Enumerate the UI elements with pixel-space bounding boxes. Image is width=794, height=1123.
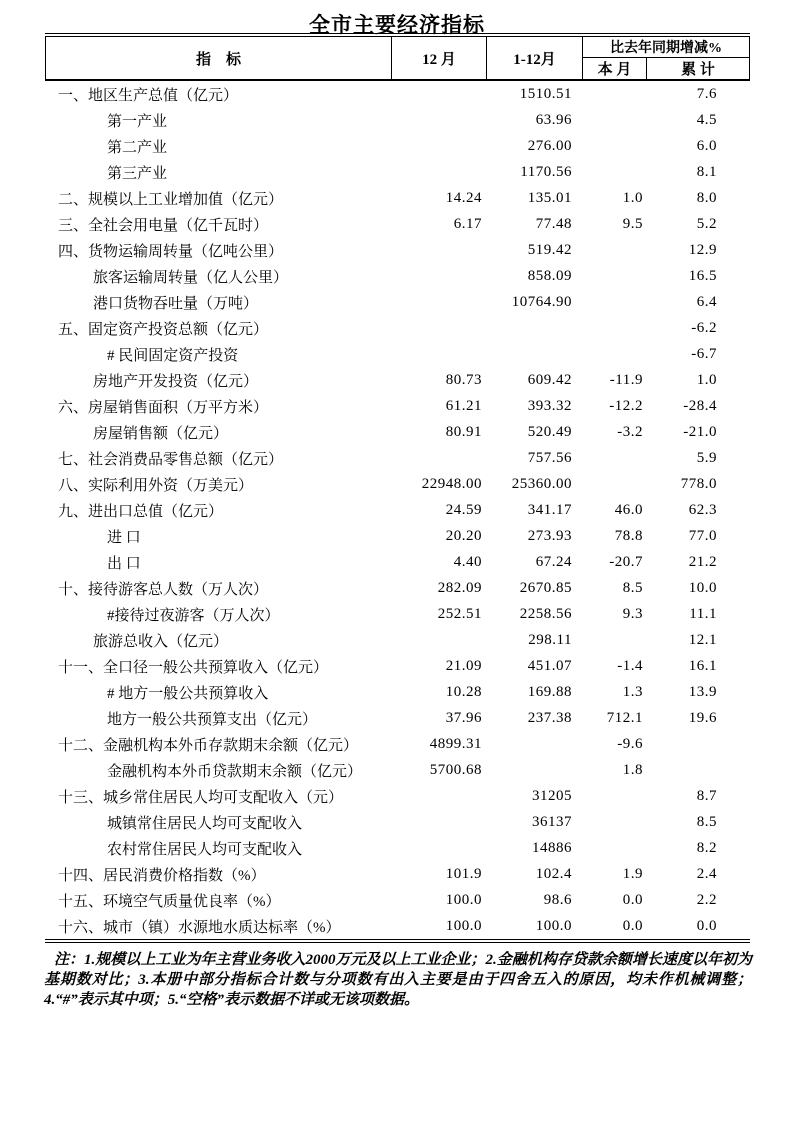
cumulative-change-cell: 1.0 — [696, 371, 717, 388]
indicator-cell: 一、地区生产总值（亿元） — [58, 87, 239, 104]
jan-dec-value-cell: 102.4 — [535, 865, 572, 882]
cumulative-change-cell: -6.7 — [691, 345, 717, 362]
jan-dec-value-cell: 31205 — [532, 787, 572, 804]
indicator-cell: 十、接待游客总人数（万人次） — [58, 581, 269, 598]
indicator-cell: 港口货物吞吐量（万吨） — [93, 295, 259, 312]
table-row — [45, 601, 750, 627]
indicator-cell: 十四、居民消费价格指数（%） — [58, 867, 266, 884]
cumulative-change-cell: 8.0 — [696, 189, 717, 206]
december-value-cell: 24.59 — [445, 501, 482, 518]
jan-dec-value-cell: 520.49 — [527, 423, 572, 440]
jan-dec-value-cell: 393.32 — [527, 397, 572, 414]
month-change-cell: 9.5 — [622, 215, 643, 232]
december-value-cell: 20.20 — [445, 527, 482, 544]
month-change-cell: -1.4 — [617, 657, 643, 674]
header-jan-dec: 1-12月 — [487, 37, 583, 79]
header-change-group — [583, 37, 749, 79]
cumulative-change-cell: 0.0 — [696, 917, 717, 934]
december-value-cell: 100.0 — [445, 917, 482, 934]
indicator-cell: 农村常住居民人均可支配收入 — [107, 841, 303, 858]
jan-dec-value-cell: 25360.00 — [511, 475, 572, 492]
table-row — [45, 263, 750, 289]
indicator-cell: 第三产业 — [107, 165, 168, 182]
month-change-cell: -9.6 — [617, 735, 643, 752]
cumulative-change-cell: 4.5 — [696, 111, 717, 128]
table-row — [45, 783, 750, 809]
jan-dec-value-cell: 1510.51 — [519, 85, 572, 102]
jan-dec-value-cell: 609.42 — [527, 371, 572, 388]
jan-dec-value-cell: 451.07 — [527, 657, 572, 674]
header-indicator: 指 标 — [46, 37, 392, 79]
table-row — [45, 549, 750, 575]
jan-dec-value-cell: 1170.56 — [520, 163, 572, 180]
indicator-cell: 三、全社会用电量（亿千瓦时） — [58, 217, 269, 234]
table-row — [45, 731, 750, 757]
jan-dec-value-cell: 273.93 — [527, 527, 572, 544]
indicator-cell: 七、社会消费品零售总额（亿元） — [58, 451, 284, 468]
december-value-cell: 37.96 — [445, 709, 482, 726]
indicator-cell: #接待过夜游客（万人次） — [107, 607, 280, 624]
page-title: 全市主要经济指标 — [309, 14, 485, 37]
table-header — [45, 37, 750, 81]
december-value-cell: 6.17 — [453, 215, 482, 232]
cumulative-change-cell: 8.5 — [696, 813, 717, 830]
cumulative-change-cell: 7.6 — [696, 85, 717, 102]
cumulative-change-cell: 11.1 — [689, 605, 717, 622]
jan-dec-value-cell: 77.48 — [535, 215, 572, 232]
december-value-cell: 101.9 — [445, 865, 482, 882]
december-value-cell: 252.51 — [437, 605, 482, 622]
table-row — [45, 445, 750, 471]
cumulative-change-cell: 5.9 — [696, 449, 717, 466]
cumulative-change-cell: 12.1 — [688, 631, 717, 648]
indicator-cell: 旅游总收入（亿元） — [93, 633, 229, 650]
month-change-cell: 0.0 — [622, 917, 643, 934]
month-change-cell: 78.8 — [614, 527, 643, 544]
december-value-cell: 282.09 — [437, 579, 482, 596]
indicator-cell: 十六、城市（镇）水源地水质达标率（%） — [58, 919, 341, 936]
indicator-cell: 出 口 — [107, 555, 141, 572]
table-row — [45, 679, 750, 705]
december-value-cell: 100.0 — [445, 891, 482, 908]
month-change-cell: 1.3 — [622, 683, 643, 700]
table-row — [45, 471, 750, 497]
month-change-cell: -20.7 — [609, 553, 643, 570]
indicator-cell: 八、实际利用外资（万美元） — [58, 477, 254, 494]
december-value-cell: 22948.00 — [421, 475, 482, 492]
table-row — [45, 913, 750, 939]
indicator-cell: 金融机构本外币贷款期末余额（亿元） — [107, 763, 363, 780]
table-row — [45, 133, 750, 159]
table-row — [45, 107, 750, 133]
indicator-cell: 四、货物运输周转量（亿吨公里） — [58, 243, 284, 260]
table-row — [45, 419, 750, 445]
december-value-cell: 80.91 — [445, 423, 482, 440]
month-change-cell: 46.0 — [614, 501, 643, 518]
indicator-cell: 第二产业 — [107, 139, 168, 156]
cumulative-change-cell: 6.0 — [696, 137, 717, 154]
table-row — [45, 81, 750, 107]
month-change-cell: -12.2 — [609, 397, 643, 414]
cumulative-change-cell: 8.7 — [696, 787, 717, 804]
indicator-cell: 城镇常住居民人均可支配收入 — [107, 815, 303, 832]
indicator-cell: 十二、金融机构本外币存款期末余额（亿元） — [58, 737, 359, 754]
cumulative-change-cell: 8.2 — [696, 839, 717, 856]
cumulative-change-cell: 2.4 — [696, 865, 717, 882]
jan-dec-value-cell: 237.38 — [527, 709, 572, 726]
jan-dec-value-cell: 67.24 — [535, 553, 572, 570]
cumulative-change-cell: 10.0 — [688, 579, 717, 596]
december-value-cell: 4899.31 — [429, 735, 482, 752]
jan-dec-value-cell: 169.88 — [527, 683, 572, 700]
cumulative-change-cell: 8.1 — [696, 163, 717, 180]
indicator-cell: 十一、全口径一般公共预算收入（亿元） — [58, 659, 329, 676]
indicator-cell: # 民间固定资产投资 — [107, 347, 239, 364]
indicator-cell: 房地产开发投资（亿元） — [93, 373, 259, 390]
december-value-cell: 4.40 — [453, 553, 482, 570]
indicators-table — [45, 33, 750, 943]
cumulative-change-cell: 16.5 — [688, 267, 717, 284]
table-row — [45, 757, 750, 783]
cumulative-change-cell: 778.0 — [680, 475, 717, 492]
table-bottom-border — [45, 939, 750, 943]
cumulative-change-cell: 16.1 — [688, 657, 717, 674]
header-change-vs-last-year: 比去年同期增减% — [583, 37, 749, 58]
table-row — [45, 809, 750, 835]
table-row — [45, 653, 750, 679]
jan-dec-value-cell: 98.6 — [543, 891, 572, 908]
footnote: 注：1.规模以上工业为年主营业务收入2000万元及以上工业企业；2.金融机构存贷款余额增长速度以年初为基期数对比；3.本册中部分指标合计数与分项数有出入主要是由于四舍五入的原因，均未作机械调整；4.“#”表示其中项；5.“空格”表示数据不详或无该项数据。 — [44, 952, 752, 1008]
jan-dec-value-cell: 341.17 — [527, 501, 572, 518]
table-row — [45, 185, 750, 211]
month-change-cell: 1.0 — [622, 189, 643, 206]
jan-dec-value-cell: 519.42 — [527, 241, 572, 258]
header-change-subrow — [583, 58, 749, 79]
cumulative-change-cell: -6.2 — [691, 319, 717, 336]
month-change-cell: 8.5 — [622, 579, 643, 596]
table-row — [45, 705, 750, 731]
indicator-cell: 第一产业 — [107, 113, 168, 130]
table-row — [45, 341, 750, 367]
cumulative-change-cell: 12.9 — [688, 241, 717, 258]
december-value-cell: 21.09 — [445, 657, 482, 674]
table-row — [45, 211, 750, 237]
table-row — [45, 861, 750, 887]
december-value-cell: 14.24 — [445, 189, 482, 206]
month-change-cell: 9.3 — [622, 605, 643, 622]
cumulative-change-cell: -21.0 — [683, 423, 717, 440]
indicator-cell: 旅客运输周转量（亿人公里） — [93, 269, 289, 286]
cumulative-change-cell: 2.2 — [696, 891, 717, 908]
month-change-cell: -3.2 — [617, 423, 643, 440]
cumulative-change-cell: 77.0 — [688, 527, 717, 544]
december-value-cell: 80.73 — [445, 371, 482, 388]
table-row — [45, 367, 750, 393]
indicator-cell: 六、房屋销售面积（万平方米） — [58, 399, 269, 416]
cumulative-change-cell: 19.6 — [688, 709, 717, 726]
jan-dec-value-cell: 298.11 — [528, 631, 572, 648]
month-change-cell: -11.9 — [609, 371, 643, 388]
jan-dec-value-cell: 14886 — [532, 839, 572, 856]
december-value-cell: 5700.68 — [429, 761, 482, 778]
table-row — [45, 523, 750, 549]
jan-dec-value-cell: 63.96 — [535, 111, 572, 128]
cumulative-change-cell: 62.3 — [688, 501, 717, 518]
table-row — [45, 835, 750, 861]
header-cumulative: 累 计 — [681, 62, 715, 78]
jan-dec-value-cell: 36137 — [532, 813, 572, 830]
jan-dec-value-cell: 276.00 — [527, 137, 572, 154]
cumulative-change-cell: -28.4 — [683, 397, 717, 414]
month-change-cell: 712.1 — [606, 709, 643, 726]
table-row — [45, 575, 750, 601]
jan-dec-value-cell: 757.56 — [527, 449, 572, 466]
december-value-cell: 61.21 — [445, 397, 482, 414]
indicator-cell: 房屋销售额（亿元） — [93, 425, 229, 442]
table-row — [45, 393, 750, 419]
jan-dec-value-cell: 10764.90 — [511, 293, 572, 310]
cumulative-change-cell: 21.2 — [688, 553, 717, 570]
jan-dec-value-cell: 2670.85 — [519, 579, 572, 596]
indicator-cell: 九、进出口总值（亿元） — [58, 503, 224, 520]
indicator-cell: 地方一般公共预算支出（亿元） — [107, 711, 318, 728]
cumulative-change-cell: 13.9 — [688, 683, 717, 700]
indicator-cell: 五、固定资产投资总额（亿元） — [58, 321, 269, 338]
header-december: 12 月 — [392, 37, 487, 79]
month-change-cell: 0.0 — [622, 891, 643, 908]
indicator-cell: 十五、环境空气质量优良率（%） — [58, 893, 281, 910]
table-row — [45, 315, 750, 341]
month-change-cell: 1.8 — [622, 761, 643, 778]
indicator-cell: 二、规模以上工业增加值（亿元） — [58, 191, 284, 208]
indicator-cell: 进 口 — [107, 529, 141, 546]
cumulative-change-cell: 6.4 — [696, 293, 717, 310]
december-value-cell: 10.28 — [445, 683, 482, 700]
table-row — [45, 159, 750, 185]
header-this-month: 本 月 — [583, 58, 647, 79]
table-row — [45, 237, 750, 263]
jan-dec-value-cell: 2258.56 — [519, 605, 572, 622]
table-row — [45, 627, 750, 653]
jan-dec-value-cell: 135.01 — [527, 189, 572, 206]
cumulative-change-cell: 5.2 — [696, 215, 717, 232]
indicator-cell: # 地方一般公共预算收入 — [107, 685, 269, 702]
indicator-cell: 十三、城乡常住居民人均可支配收入（元） — [58, 789, 344, 806]
table-row — [45, 289, 750, 315]
table-row — [45, 887, 750, 913]
jan-dec-value-cell: 100.0 — [535, 917, 572, 934]
month-change-cell: 1.9 — [622, 865, 643, 882]
jan-dec-value-cell: 858.09 — [527, 267, 572, 284]
table-body — [45, 81, 750, 939]
table-row — [45, 497, 750, 523]
